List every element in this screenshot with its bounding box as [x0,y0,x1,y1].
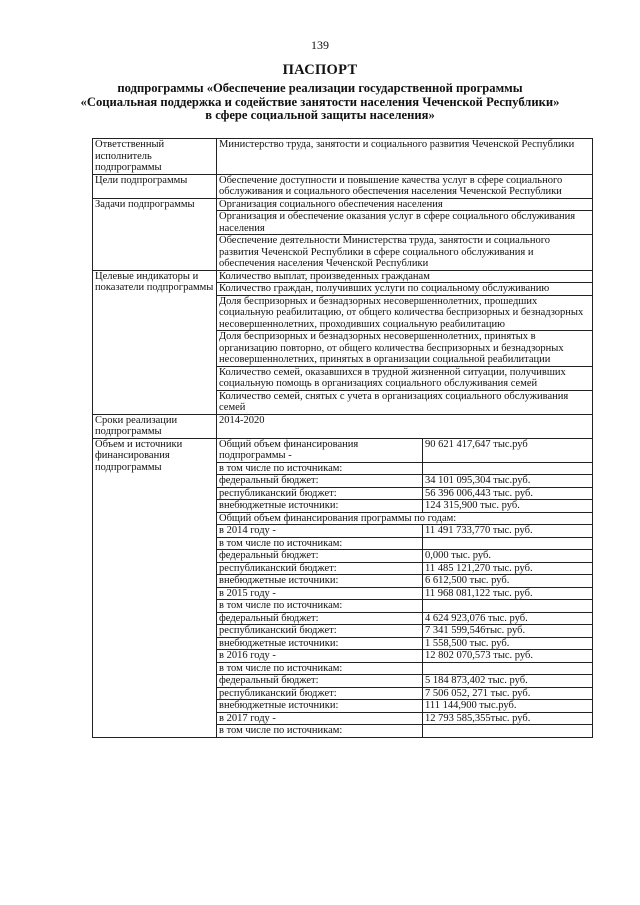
fin-empty-cell [423,725,593,738]
row-value-terms: 2014-2020 [217,414,593,438]
year-incl-sources: в том числе по источникам: [217,600,423,613]
year-republic-value: 7 506 052, 271 тыс. руб. [423,687,593,700]
year-extra-label: внебюджетные источники: [217,575,423,588]
task-item: Организация и обеспечение оказания услуг в сфере социального обслуживания населения [217,211,593,235]
fin-empty-cell [423,662,593,675]
table-row [93,139,593,175]
year-extra-label: внебюджетные источники: [217,637,423,650]
row-label-responsible: Ответственный исполнитель подпрограммы [93,139,217,175]
year-label: в 2016 году - [217,650,423,663]
year-federal-value: 4 624 923,076 тыс. руб. [423,612,593,625]
row-label-goals: Цели подпрограммы [93,174,217,198]
table-row [93,198,593,211]
year-total: 12 802 070,573 тыс. руб. [423,650,593,663]
fin-total-label: Общий объем финансирования подпрограммы - [217,438,423,462]
row-label-terms: Сроки реализации подпрограммы [93,414,217,438]
row-value-responsible: Министерство труда, занятости и социального развития Чеченской Республики [217,139,593,175]
fin-federal-label: федеральный бюджет: [217,475,423,488]
indicator-item: Доля беспризорных и безнадзорных несовершеннолетних, принятых в организацию повторно, от общего количества беспризорных и безнадзорных несовершеннолетних, принятых в организации социальной реабилитации [217,331,593,367]
year-extra-label: внебюджетные источники: [217,700,423,713]
fin-by-years-label: Общий объем финансирования программы по годам: [217,512,593,525]
year-federal-value: 5 184 873,402 тыс. руб. [423,675,593,688]
year-extra-value: 6 612,500 тыс. руб. [423,575,593,588]
fin-extra-value: 124 315,900 тыс. руб. [423,500,593,513]
task-item: Обеспечение деятельности Министерства труда, занятости и социального развития Чеченской Республики в сфере социального обслуживания и обеспечения населения Чеченской Республики [217,235,593,271]
indicator-item: Количество семей, снятых с учета в организациях социального обслуживания семей [217,390,593,414]
page-subtitle: подпрограммы «Обеспечение реализации государственной программы «Социальная поддержка и содействие занятости населения Чеченской Республики» в сфере социальной защиты населения» [80,81,560,122]
indicator-item: Количество семей, оказавшихся в трудной жизненной ситуации, получивших социальную помощь в организациях социального обслуживания семей [217,366,593,390]
year-republic-value: 11 485 121,270 тыс. руб. [423,562,593,575]
year-extra-value: 111 144,900 тыс.руб. [423,700,593,713]
indicator-item: Доля беспризорных и безнадзорных несовершеннолетних, прошедших социальную реабилитацию, от общего количества беспризорных и безнадзорных несовершеннолетних, проходивших социальную реабилитацию [217,295,593,331]
year-republic-label: республиканский бюджет: [217,562,423,575]
year-federal-label: федеральный бюджет: [217,675,423,688]
fin-empty-cell [423,537,593,550]
indicator-item: Количество выплат, произведенных гражданам [217,270,593,283]
year-label: в 2017 году - [217,712,423,725]
fin-empty-cell [423,462,593,475]
passport-table [92,138,593,738]
fin-extra-label: внебюджетные источники: [217,500,423,513]
indicator-item: Количество граждан, получивших услуги по социальному обслуживанию [217,283,593,296]
fin-republic-value: 56 396 006,443 тыс. руб. [423,487,593,500]
year-federal-value: 0,000 тыс. руб. [423,550,593,563]
year-incl-sources: в том числе по источникам: [217,537,423,550]
year-incl-sources: в том числе по источникам: [217,725,423,738]
year-federal-label: федеральный бюджет: [217,550,423,563]
task-item: Организация социального обеспечения населения [217,198,593,211]
table-row [93,414,593,438]
year-label: в 2015 году - [217,587,423,600]
year-federal-label: федеральный бюджет: [217,612,423,625]
fin-republic-label: республиканский бюджет: [217,487,423,500]
page-number: 139 [311,38,329,52]
row-label-financing: Объем и источники финансирования подпрограммы [93,438,217,737]
row-label-indicators: Целевые индикаторы и показатели подпрограммы [93,270,217,414]
table-row [93,270,593,283]
year-total: 11 491 733,770 тыс. руб. [423,525,593,538]
row-value-goals: Обеспечение доступности и повышение качества услуг в сфере социального обслуживания и социального обеспечения населения Чеченской Республики [217,174,593,198]
fin-incl-sources: в том числе по источникам: [217,462,423,475]
year-republic-value: 7 341 599,546тыс. руб. [423,625,593,638]
page-title: ПАСПОРТ [282,62,358,78]
table-row [93,174,593,198]
row-label-tasks: Задачи подпрограммы [93,198,217,270]
year-total: 11 968 081,122 тыс. руб. [423,587,593,600]
table-row [93,438,593,462]
fin-total-value: 90 621 417,647 тыс.руб [423,438,593,462]
year-label: в 2014 году - [217,525,423,538]
year-extra-value: 1 558,500 тыс. руб. [423,637,593,650]
year-republic-label: республиканский бюджет: [217,625,423,638]
year-total: 12 793 585,355тыс. руб. [423,712,593,725]
year-incl-sources: в том числе по источникам: [217,662,423,675]
fin-federal-value: 34 101 095,304 тыс.руб. [423,475,593,488]
fin-empty-cell [423,600,593,613]
year-republic-label: республиканский бюджет: [217,687,423,700]
